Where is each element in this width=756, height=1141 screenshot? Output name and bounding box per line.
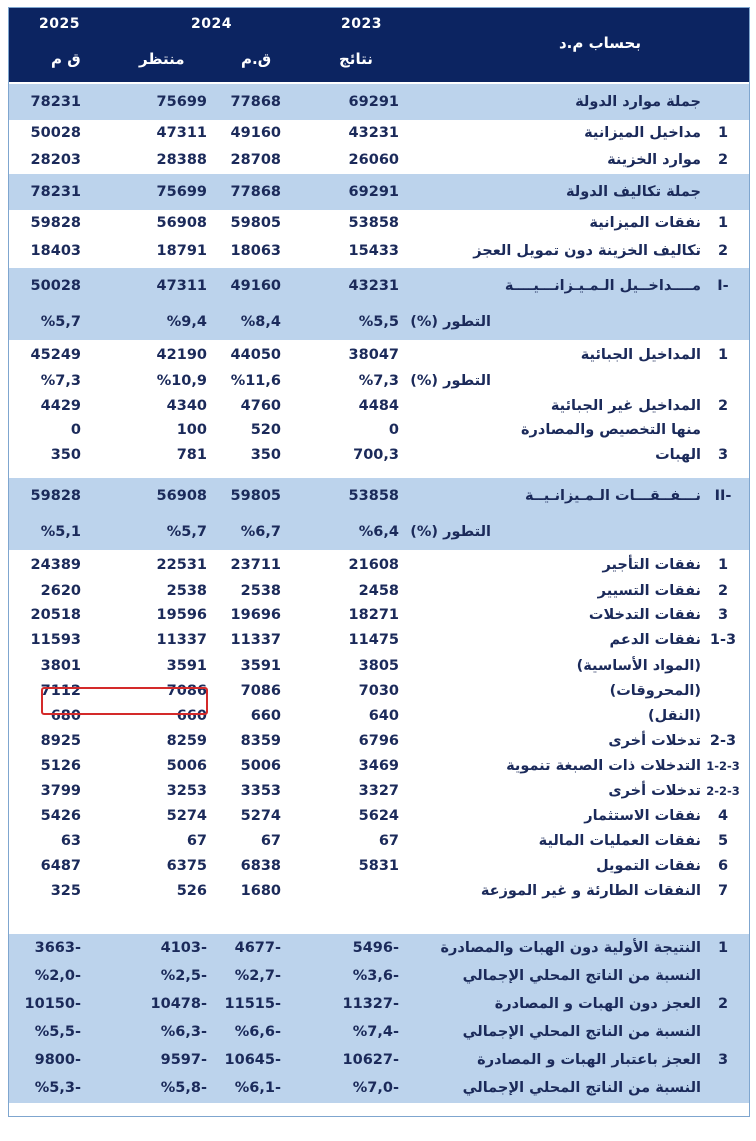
value-2024-expected: 4340 bbox=[166, 398, 207, 414]
value-2025: 0 bbox=[70, 422, 81, 438]
row-label: (المحروقات) bbox=[609, 683, 701, 699]
value-2024-expected: 100 bbox=[176, 422, 207, 438]
row-label: النسبة من الناتج المحلي الإجمالي bbox=[462, 1024, 701, 1040]
value-2023: 3327 bbox=[358, 783, 399, 799]
table-row-total bbox=[9, 514, 749, 550]
value-2023: 18271 bbox=[348, 607, 399, 623]
row-number: 3 bbox=[717, 1052, 729, 1068]
value-2024-expected: 22531 bbox=[156, 557, 207, 573]
row-label: النتيجة الأولية دون الهبات والمصادرة bbox=[440, 940, 701, 956]
value-2023: %6,4 bbox=[358, 524, 399, 540]
value-2024-lf: %6,6- bbox=[234, 1024, 281, 1040]
value-2023: 38047 bbox=[348, 347, 399, 363]
value-2025: 6487 bbox=[40, 858, 81, 874]
value-2025: %2,0- bbox=[34, 968, 81, 984]
value-2024-lf: 11515- bbox=[224, 996, 281, 1012]
value-2024-expected: 3591 bbox=[166, 658, 207, 674]
table-row bbox=[9, 628, 749, 653]
value-2025: %5,3- bbox=[34, 1080, 81, 1096]
table-row bbox=[9, 210, 749, 237]
row-number: 1 bbox=[717, 347, 729, 363]
row-number: 6 bbox=[717, 858, 729, 874]
value-2024-expected: 7086 bbox=[166, 683, 207, 699]
value-2025: 4429 bbox=[40, 398, 81, 414]
value-2023: %7,4- bbox=[352, 1024, 399, 1040]
value-2024-expected: 781 bbox=[176, 447, 207, 463]
header-2024-expected: منتظر bbox=[139, 50, 185, 68]
row-label: تكاليف الخزينة دون تمويل العجز bbox=[473, 243, 701, 259]
table-row bbox=[9, 369, 749, 393]
highlight-box-fuel bbox=[41, 687, 208, 715]
value-2024-lf: 67 bbox=[260, 833, 281, 849]
header-2023-results: نتائج bbox=[339, 50, 373, 68]
row-label: مداخيل الميزانية bbox=[584, 125, 701, 141]
value-2024-lf: 59805 bbox=[230, 488, 281, 504]
row-label: التدخلات ذات الصبغة تنموية bbox=[506, 758, 701, 774]
row-number: 1 bbox=[717, 215, 729, 231]
value-2024-lf: 3353 bbox=[240, 783, 281, 799]
value-2024-lf: 11337 bbox=[230, 632, 281, 648]
table-row-total bbox=[9, 990, 749, 1018]
value-2023: 53858 bbox=[348, 488, 399, 504]
value-2023: 3469 bbox=[358, 758, 399, 774]
value-2024-lf: 660 bbox=[250, 708, 281, 724]
row-number: 2 bbox=[717, 152, 729, 168]
value-2024-lf: 2538 bbox=[240, 583, 281, 599]
value-2024-lf: 77868 bbox=[230, 184, 281, 200]
header-year-2024: 2024 bbox=[191, 16, 232, 32]
value-2024-expected: 6375 bbox=[166, 858, 207, 874]
row-label: نفقات الاستثمار bbox=[584, 808, 701, 824]
row-label: نفقات الدعم bbox=[609, 632, 701, 648]
value-2023: 5831 bbox=[358, 858, 399, 874]
row-label: (النقل) bbox=[648, 708, 701, 724]
value-2023: 0 bbox=[388, 422, 399, 438]
row-number: II- bbox=[714, 488, 732, 504]
row-label: التطور (%) bbox=[410, 524, 491, 540]
value-2023: 11475 bbox=[348, 632, 399, 648]
row-number: 1 bbox=[717, 557, 729, 573]
value-2024-expected: %10,9 bbox=[156, 373, 207, 389]
value-2024-expected: 28388 bbox=[156, 152, 207, 168]
table-row-total bbox=[9, 962, 749, 990]
value-2024-lf: %8,4 bbox=[240, 314, 281, 330]
value-2024-lf: 520 bbox=[250, 422, 281, 438]
value-2025: 50028 bbox=[30, 278, 81, 294]
value-2024-lf: 350 bbox=[250, 447, 281, 463]
table-row bbox=[9, 804, 749, 829]
value-2025: 5426 bbox=[40, 808, 81, 824]
value-2024-expected: %5,8- bbox=[160, 1080, 207, 1096]
value-2025: 5126 bbox=[40, 758, 81, 774]
value-2023: 67 bbox=[378, 833, 399, 849]
value-2023: 7030 bbox=[358, 683, 399, 699]
value-2024-lf: 49160 bbox=[230, 278, 281, 294]
value-2023: %7,0- bbox=[352, 1080, 399, 1096]
value-2023: 21608 bbox=[348, 557, 399, 573]
value-2025: 63 bbox=[60, 833, 81, 849]
value-2024-expected: 42190 bbox=[156, 347, 207, 363]
row-label: نفقات التمويل bbox=[596, 858, 701, 874]
value-2025: 18403 bbox=[30, 243, 81, 259]
value-2025: %5,5- bbox=[34, 1024, 81, 1040]
value-2025: 59828 bbox=[30, 215, 81, 231]
table-row bbox=[9, 146, 749, 174]
row-number: 2 bbox=[717, 398, 729, 414]
value-2025: 325 bbox=[50, 883, 81, 899]
row-number: 5 bbox=[717, 833, 729, 849]
value-2023: %3,6- bbox=[352, 968, 399, 984]
row-label: النفقات الطارئة و غير الموزعة bbox=[480, 883, 701, 899]
value-2024-lf: 10645- bbox=[224, 1052, 281, 1068]
value-2024-expected: 9597- bbox=[160, 1052, 207, 1068]
value-2024-lf: 4760 bbox=[240, 398, 281, 414]
value-2025: 9800- bbox=[34, 1052, 81, 1068]
row-label: تدخلات أخرى bbox=[608, 733, 701, 749]
value-2025: 45249 bbox=[30, 347, 81, 363]
row-label: التطور (%) bbox=[410, 373, 491, 389]
value-2023: 10627- bbox=[342, 1052, 399, 1068]
row-label: العجز باعتبار الهبات و المصادرة bbox=[477, 1052, 701, 1068]
value-2023: %7,3 bbox=[358, 373, 399, 389]
row-label: نفقات الميزانية bbox=[589, 215, 701, 231]
value-2025: 8925 bbox=[40, 733, 81, 749]
table-row bbox=[9, 342, 749, 369]
table-row bbox=[9, 579, 749, 603]
value-2023: 5624 bbox=[358, 808, 399, 824]
row-number: 1 bbox=[717, 125, 729, 141]
value-2024-expected: 8259 bbox=[166, 733, 207, 749]
value-2023: 43231 bbox=[348, 278, 399, 294]
row-number: 7 bbox=[717, 883, 729, 899]
table-row bbox=[9, 237, 749, 265]
row-number: 2 bbox=[717, 583, 729, 599]
value-2024-expected: 47311 bbox=[156, 278, 207, 294]
header-year-2023: 2023 bbox=[341, 16, 382, 32]
value-2023: 700,3 bbox=[353, 447, 399, 463]
value-2025: 78231 bbox=[30, 94, 81, 110]
table-row bbox=[9, 729, 749, 754]
value-2024-expected: 3253 bbox=[166, 783, 207, 799]
row-label: جملة موارد الدولة bbox=[575, 94, 701, 110]
table-row bbox=[9, 393, 749, 420]
row-label: نفقات التدخلات bbox=[588, 607, 701, 623]
table-row-total bbox=[9, 478, 749, 514]
row-number: 3 bbox=[717, 607, 729, 623]
header-2024-lf: ق.م bbox=[241, 50, 272, 68]
value-2024-expected: 5006 bbox=[166, 758, 207, 774]
value-2025: 2620 bbox=[40, 583, 81, 599]
header-year-2025: 2025 bbox=[39, 16, 80, 32]
header-unit: بحساب م.د bbox=[558, 34, 641, 52]
value-2024-expected: 2538 bbox=[166, 583, 207, 599]
value-2025: 11593 bbox=[30, 632, 81, 648]
value-2025: 59828 bbox=[30, 488, 81, 504]
value-2024-expected: 19596 bbox=[156, 607, 207, 623]
row-label: نفقات العمليات المالية bbox=[538, 833, 701, 849]
value-2024-expected: 56908 bbox=[156, 215, 207, 231]
value-2024-lf: 3591 bbox=[240, 658, 281, 674]
table-row-total bbox=[9, 934, 749, 962]
value-2024-expected: 526 bbox=[176, 883, 207, 899]
table-row bbox=[9, 120, 749, 146]
value-2025: 20518 bbox=[30, 607, 81, 623]
value-2024-lf: 28708 bbox=[230, 152, 281, 168]
row-label: (المواد الأساسية) bbox=[576, 658, 701, 674]
value-2024-expected: 18791 bbox=[156, 243, 207, 259]
row-label: موارد الخزينة bbox=[607, 152, 701, 168]
value-2023: 5496- bbox=[352, 940, 399, 956]
value-2024-lf: 5274 bbox=[240, 808, 281, 824]
value-2024-expected: 75699 bbox=[156, 94, 207, 110]
value-2023: 53858 bbox=[348, 215, 399, 231]
value-2024-lf: 7086 bbox=[240, 683, 281, 699]
table-row bbox=[9, 418, 749, 442]
table-row-total bbox=[9, 1018, 749, 1046]
row-label: الهبات bbox=[655, 447, 701, 463]
table-row bbox=[9, 552, 749, 579]
value-2024-expected: %2,5- bbox=[160, 968, 207, 984]
value-2023: 3805 bbox=[358, 658, 399, 674]
table-row-total bbox=[9, 1074, 749, 1103]
value-2024-expected: 47311 bbox=[156, 125, 207, 141]
row-number: 2-3 bbox=[709, 733, 737, 749]
value-2025: 78231 bbox=[30, 184, 81, 200]
value-2024-lf: 18063 bbox=[230, 243, 281, 259]
value-2023: 15433 bbox=[348, 243, 399, 259]
value-2024-expected: 10478- bbox=[150, 996, 207, 1012]
table-row bbox=[9, 779, 749, 804]
table-row bbox=[9, 879, 749, 904]
value-2023: %5,5 bbox=[358, 314, 399, 330]
value-2024-lf: 49160 bbox=[230, 125, 281, 141]
value-2024-expected: 75699 bbox=[156, 184, 207, 200]
value-2024-lf: 5006 bbox=[240, 758, 281, 774]
value-2024-lf: 23711 bbox=[230, 557, 281, 573]
value-2023: 43231 bbox=[348, 125, 399, 141]
row-number: 2-2-3 bbox=[706, 784, 740, 798]
value-2025: 3799 bbox=[40, 783, 81, 799]
row-number: 3 bbox=[717, 447, 729, 463]
value-2025: %7,3 bbox=[40, 373, 81, 389]
row-label: تدخلات أخرى bbox=[608, 783, 701, 799]
value-2024-lf: %11,6 bbox=[230, 373, 281, 389]
table-row bbox=[9, 854, 749, 879]
value-2023: 640 bbox=[368, 708, 399, 724]
value-2025: 3801 bbox=[40, 658, 81, 674]
row-label: المداخيل الجبائية bbox=[580, 347, 701, 363]
value-2025: 24389 bbox=[30, 557, 81, 573]
value-2024-lf: 8359 bbox=[240, 733, 281, 749]
row-label: النسبة من الناتج المحلي الإجمالي bbox=[462, 1080, 701, 1096]
table-row-total bbox=[9, 268, 749, 304]
table-row-total bbox=[9, 304, 749, 340]
budget-table bbox=[8, 7, 750, 1117]
value-2023: 69291 bbox=[348, 94, 399, 110]
table-row bbox=[9, 754, 749, 779]
row-label: مــــداخــيل الـمـيـزانـــيــــة bbox=[504, 278, 701, 294]
row-label: جملة تكاليف الدولة bbox=[566, 184, 701, 200]
value-2024-expected: 5274 bbox=[166, 808, 207, 824]
table-row-total bbox=[9, 84, 749, 120]
row-number: 1-2-3 bbox=[706, 759, 740, 773]
value-2024-lf: 77868 bbox=[230, 94, 281, 110]
value-2023: 2458 bbox=[358, 583, 399, 599]
value-2025: 350 bbox=[50, 447, 81, 463]
value-2024-expected: 56908 bbox=[156, 488, 207, 504]
value-2024-lf: 6838 bbox=[240, 858, 281, 874]
value-2024-lf: %6,7 bbox=[240, 524, 281, 540]
value-2024-expected: 67 bbox=[186, 833, 207, 849]
value-2024-lf: 59805 bbox=[230, 215, 281, 231]
table-row bbox=[9, 829, 749, 854]
row-number: I- bbox=[717, 278, 729, 294]
value-2025: %5,7 bbox=[40, 314, 81, 330]
value-2024-expected: 4103- bbox=[160, 940, 207, 956]
table-row bbox=[9, 442, 749, 468]
value-2025: 680 bbox=[50, 708, 81, 724]
value-2024-lf: 1680 bbox=[240, 883, 281, 899]
row-label: منها التخصيص والمصادرة bbox=[520, 422, 701, 438]
row-number: 2 bbox=[717, 243, 729, 259]
value-2023: 69291 bbox=[348, 184, 399, 200]
value-2024-lf: 44050 bbox=[230, 347, 281, 363]
table-header bbox=[9, 8, 749, 82]
table-row bbox=[9, 653, 749, 679]
row-number: 1-3 bbox=[709, 632, 737, 648]
value-2024-lf: 19696 bbox=[230, 607, 281, 623]
header-2025-lf: ق م bbox=[51, 50, 81, 68]
value-2024-expected: %9,4 bbox=[166, 314, 207, 330]
value-2024-expected: %6,3- bbox=[160, 1024, 207, 1040]
value-2024-expected: 660 bbox=[176, 708, 207, 724]
value-2025: 10150- bbox=[24, 996, 81, 1012]
value-2023: 6796 bbox=[358, 733, 399, 749]
row-number: 4 bbox=[717, 808, 729, 824]
value-2024-expected: %5,7 bbox=[166, 524, 207, 540]
row-label: نفقات التسيير bbox=[597, 583, 701, 599]
row-number: 2 bbox=[717, 996, 729, 1012]
row-number: 1 bbox=[717, 940, 729, 956]
row-label: التطور (%) bbox=[410, 314, 491, 330]
value-2023: 26060 bbox=[348, 152, 399, 168]
value-2025: 3663- bbox=[34, 940, 81, 956]
value-2025: 7112 bbox=[40, 683, 81, 699]
value-2024-lf: 4677- bbox=[234, 940, 281, 956]
row-label: نفقات التأجير bbox=[602, 557, 701, 573]
row-label: النسبة من الناتج المحلي الإجمالي bbox=[462, 968, 701, 984]
row-label: المداخيل غير الجبائية bbox=[550, 398, 701, 414]
value-2025: 50028 bbox=[30, 125, 81, 141]
table-row-total bbox=[9, 174, 749, 210]
value-2025: %5,1 bbox=[40, 524, 81, 540]
value-2024-lf: %6,1- bbox=[234, 1080, 281, 1096]
value-2025: 28203 bbox=[30, 152, 81, 168]
value-2023: 4484 bbox=[358, 398, 399, 414]
row-label: العجز دون الهبات و المصادرة bbox=[494, 996, 701, 1012]
table-row bbox=[9, 603, 749, 628]
value-2024-lf: %2,7- bbox=[234, 968, 281, 984]
value-2024-expected: 11337 bbox=[156, 632, 207, 648]
table-row-total bbox=[9, 1046, 749, 1074]
row-label: نـــفــقـــات الـمـيزانـيــة bbox=[524, 488, 701, 504]
value-2023: 11327- bbox=[342, 996, 399, 1012]
